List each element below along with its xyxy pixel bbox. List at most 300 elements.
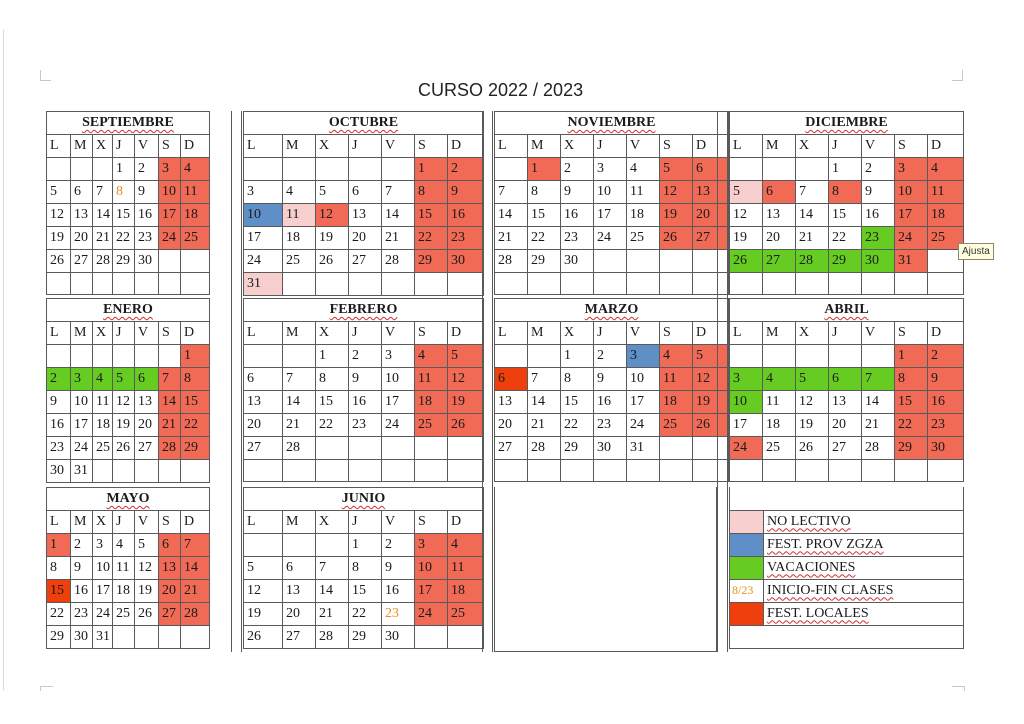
empty-cell[interactable]: [415, 273, 448, 296]
day-cell[interactable]: 17: [382, 391, 415, 414]
day-cell[interactable]: 1: [415, 158, 448, 181]
day-cell[interactable]: 25: [93, 437, 113, 460]
day-cell[interactable]: 10: [415, 557, 448, 580]
empty-cell[interactable]: [316, 273, 349, 296]
day-cell[interactable]: 13: [829, 391, 862, 414]
day-cell[interactable]: 15: [316, 391, 349, 414]
day-cell[interactable]: 11: [181, 181, 210, 204]
empty-cell[interactable]: [244, 534, 283, 557]
day-cell[interactable]: 23: [135, 227, 159, 250]
empty-cell[interactable]: [796, 345, 829, 368]
day-cell[interactable]: 2: [862, 158, 895, 181]
day-cell[interactable]: 6: [829, 368, 862, 391]
day-cell[interactable]: 22: [113, 227, 135, 250]
day-cell[interactable]: 28: [528, 437, 561, 460]
day-cell[interactable]: 29: [415, 250, 448, 273]
day-cell[interactable]: 30: [47, 460, 71, 483]
day-cell[interactable]: 27: [693, 227, 729, 250]
day-cell[interactable]: 9: [448, 181, 484, 204]
day-cell[interactable]: 18: [627, 204, 660, 227]
empty-cell[interactable]: [47, 345, 71, 368]
empty-cell[interactable]: [93, 345, 113, 368]
day-cell[interactable]: 29: [561, 437, 594, 460]
day-cell[interactable]: 22: [181, 414, 210, 437]
day-cell[interactable]: 5: [660, 158, 693, 181]
day-cell[interactable]: 21: [283, 414, 316, 437]
day-cell[interactable]: 17: [895, 204, 928, 227]
day-cell[interactable]: 20: [693, 204, 729, 227]
day-cell[interactable]: 29: [895, 437, 928, 460]
day-cell[interactable]: 17: [594, 204, 627, 227]
empty-cell[interactable]: [159, 626, 181, 649]
empty-cell[interactable]: [47, 273, 71, 295]
day-cell[interactable]: 24: [730, 437, 763, 460]
day-cell[interactable]: 21: [495, 227, 528, 250]
empty-cell[interactable]: [159, 250, 181, 273]
day-cell[interactable]: 5: [135, 534, 159, 557]
day-cell[interactable]: 3: [594, 158, 627, 181]
day-cell[interactable]: 7: [93, 181, 113, 204]
day-cell[interactable]: 16: [382, 580, 415, 603]
empty-cell[interactable]: [135, 345, 159, 368]
day-cell[interactable]: 16: [349, 391, 382, 414]
day-cell[interactable]: 21: [382, 227, 415, 250]
day-cell[interactable]: 3: [895, 158, 928, 181]
day-cell[interactable]: 26: [730, 250, 763, 273]
day-cell[interactable]: 8: [181, 368, 210, 391]
empty-cell[interactable]: [895, 460, 928, 482]
empty-cell[interactable]: [71, 345, 93, 368]
day-cell[interactable]: 13: [283, 580, 316, 603]
empty-cell[interactable]: [862, 345, 895, 368]
day-cell[interactable]: 28: [316, 626, 349, 649]
day-cell[interactable]: 24: [244, 250, 283, 273]
day-cell[interactable]: 25: [448, 603, 484, 626]
day-cell[interactable]: 23: [594, 414, 627, 437]
day-cell[interactable]: 19: [730, 227, 763, 250]
day-cell[interactable]: 17: [415, 580, 448, 603]
day-cell[interactable]: 11: [113, 557, 135, 580]
day-cell[interactable]: 11: [763, 391, 796, 414]
empty-cell[interactable]: [495, 273, 528, 295]
day-cell[interactable]: 28: [159, 437, 181, 460]
day-cell[interactable]: 5: [730, 181, 763, 204]
day-cell[interactable]: 19: [448, 391, 484, 414]
day-cell[interactable]: 31: [93, 626, 113, 649]
day-cell[interactable]: 7: [862, 368, 895, 391]
day-cell[interactable]: 23: [448, 227, 484, 250]
empty-cell[interactable]: [928, 460, 964, 482]
day-cell[interactable]: 17: [730, 414, 763, 437]
day-cell[interactable]: 10: [93, 557, 113, 580]
day-cell[interactable]: 22: [316, 414, 349, 437]
day-cell[interactable]: 31: [71, 460, 93, 483]
day-cell[interactable]: 27: [349, 250, 382, 273]
day-cell[interactable]: 7: [159, 368, 181, 391]
day-cell[interactable]: 18: [415, 391, 448, 414]
day-cell[interactable]: 24: [382, 414, 415, 437]
day-cell[interactable]: 25: [660, 414, 693, 437]
day-cell[interactable]: 12: [660, 181, 693, 204]
empty-cell[interactable]: [763, 460, 796, 482]
day-cell[interactable]: 25: [415, 414, 448, 437]
day-cell[interactable]: 22: [47, 603, 71, 626]
day-cell[interactable]: 7: [181, 534, 210, 557]
empty-cell[interactable]: [316, 460, 349, 482]
empty-cell[interactable]: [627, 460, 660, 482]
empty-cell[interactable]: [181, 273, 210, 295]
day-cell[interactable]: 12: [796, 391, 829, 414]
day-cell[interactable]: 1: [895, 345, 928, 368]
day-cell[interactable]: 20: [135, 414, 159, 437]
day-cell[interactable]: 27: [495, 437, 528, 460]
day-cell[interactable]: 28: [93, 250, 113, 273]
empty-cell[interactable]: [660, 250, 693, 273]
day-cell[interactable]: 15: [829, 204, 862, 227]
day-cell[interactable]: 2: [382, 534, 415, 557]
day-cell[interactable]: 4: [660, 345, 693, 368]
day-cell[interactable]: 9: [928, 368, 964, 391]
day-cell[interactable]: 18: [181, 204, 210, 227]
day-cell[interactable]: 4: [448, 534, 484, 557]
day-cell[interactable]: 9: [594, 368, 627, 391]
day-cell[interactable]: 9: [862, 181, 895, 204]
day-cell[interactable]: 6: [349, 181, 382, 204]
day-cell[interactable]: 4: [627, 158, 660, 181]
empty-cell[interactable]: [730, 345, 763, 368]
empty-cell[interactable]: [159, 273, 181, 295]
empty-cell[interactable]: [730, 158, 763, 181]
day-cell[interactable]: 15: [181, 391, 210, 414]
empty-cell[interactable]: [283, 460, 316, 482]
empty-cell[interactable]: [561, 273, 594, 295]
empty-cell[interactable]: [796, 158, 829, 181]
empty-cell[interactable]: [829, 345, 862, 368]
day-cell[interactable]: 12: [316, 204, 349, 227]
day-cell[interactable]: 5: [796, 368, 829, 391]
day-cell[interactable]: 16: [135, 204, 159, 227]
day-cell[interactable]: 21: [862, 414, 895, 437]
day-cell[interactable]: 15: [349, 580, 382, 603]
empty-cell[interactable]: [660, 460, 693, 482]
day-cell[interactable]: 23: [349, 414, 382, 437]
day-cell[interactable]: 26: [796, 437, 829, 460]
empty-cell[interactable]: [448, 626, 484, 649]
day-cell[interactable]: 8: [561, 368, 594, 391]
day-cell[interactable]: 14: [181, 557, 210, 580]
day-cell[interactable]: 30: [382, 626, 415, 649]
empty-cell[interactable]: [495, 345, 528, 368]
day-cell[interactable]: 31: [627, 437, 660, 460]
day-cell[interactable]: 3: [159, 158, 181, 181]
empty-cell[interactable]: [159, 460, 181, 483]
day-cell[interactable]: 8: [349, 557, 382, 580]
day-cell[interactable]: 20: [71, 227, 93, 250]
empty-cell[interactable]: [382, 460, 415, 482]
day-cell[interactable]: 22: [895, 414, 928, 437]
empty-cell[interactable]: [349, 460, 382, 482]
day-cell[interactable]: 24: [627, 414, 660, 437]
day-cell[interactable]: 4: [763, 368, 796, 391]
day-cell[interactable]: 12: [135, 557, 159, 580]
day-cell[interactable]: 10: [895, 181, 928, 204]
empty-cell[interactable]: [316, 437, 349, 460]
day-cell[interactable]: 22: [349, 603, 382, 626]
day-cell[interactable]: 10: [159, 181, 181, 204]
day-cell[interactable]: 13: [71, 204, 93, 227]
day-cell[interactable]: 5: [113, 368, 135, 391]
day-cell[interactable]: 21: [796, 227, 829, 250]
day-cell[interactable]: 8: [47, 557, 71, 580]
day-cell[interactable]: 10: [594, 181, 627, 204]
day-cell[interactable]: 23: [862, 227, 895, 250]
empty-cell[interactable]: [244, 460, 283, 482]
day-cell[interactable]: 4: [928, 158, 964, 181]
day-cell[interactable]: 9: [135, 181, 159, 204]
document-title[interactable]: CURSO 2022 / 2023: [418, 80, 584, 100]
day-cell[interactable]: 19: [113, 414, 135, 437]
empty-cell[interactable]: [181, 626, 210, 649]
day-cell[interactable]: 18: [660, 391, 693, 414]
day-cell[interactable]: 14: [862, 391, 895, 414]
day-cell[interactable]: 2: [135, 158, 159, 181]
day-cell[interactable]: 14: [495, 204, 528, 227]
day-cell[interactable]: 27: [283, 626, 316, 649]
day-cell[interactable]: 11: [627, 181, 660, 204]
day-cell[interactable]: 5: [47, 181, 71, 204]
day-cell[interactable]: 21: [181, 580, 210, 603]
day-cell[interactable]: 26: [448, 414, 484, 437]
empty-cell[interactable]: [862, 460, 895, 482]
empty-cell[interactable]: [93, 158, 113, 181]
day-cell[interactable]: 7: [796, 181, 829, 204]
day-cell[interactable]: 23: [71, 603, 93, 626]
day-cell[interactable]: 1: [113, 158, 135, 181]
day-cell[interactable]: 9: [47, 391, 71, 414]
day-cell[interactable]: 4: [415, 345, 448, 368]
empty-cell[interactable]: [928, 273, 964, 295]
day-cell[interactable]: 6: [495, 368, 528, 391]
day-cell[interactable]: 6: [159, 534, 181, 557]
day-cell[interactable]: 8: [316, 368, 349, 391]
day-cell[interactable]: 19: [47, 227, 71, 250]
day-cell[interactable]: 16: [862, 204, 895, 227]
day-cell[interactable]: 30: [928, 437, 964, 460]
day-cell[interactable]: 25: [283, 250, 316, 273]
day-cell[interactable]: 13: [693, 181, 729, 204]
day-cell[interactable]: 24: [71, 437, 93, 460]
day-cell[interactable]: 7: [528, 368, 561, 391]
day-cell[interactable]: 9: [349, 368, 382, 391]
day-cell[interactable]: 7: [382, 181, 415, 204]
day-cell[interactable]: 22: [829, 227, 862, 250]
empty-cell[interactable]: [93, 273, 113, 295]
day-cell[interactable]: 5: [244, 557, 283, 580]
day-cell[interactable]: 8: [528, 181, 561, 204]
empty-cell[interactable]: [349, 437, 382, 460]
day-cell[interactable]: 28: [495, 250, 528, 273]
day-cell[interactable]: 11: [448, 557, 484, 580]
day-cell[interactable]: 3: [93, 534, 113, 557]
day-cell[interactable]: 2: [448, 158, 484, 181]
day-cell[interactable]: 14: [316, 580, 349, 603]
day-cell[interactable]: 10: [244, 204, 283, 227]
empty-cell[interactable]: [660, 437, 693, 460]
empty-cell[interactable]: [244, 158, 283, 181]
day-cell[interactable]: 27: [244, 437, 283, 460]
day-cell[interactable]: 9: [561, 181, 594, 204]
day-cell[interactable]: 12: [448, 368, 484, 391]
day-cell[interactable]: 11: [660, 368, 693, 391]
day-cell[interactable]: 19: [135, 580, 159, 603]
empty-cell[interactable]: [829, 273, 862, 295]
day-cell[interactable]: 15: [895, 391, 928, 414]
day-cell[interactable]: 19: [316, 227, 349, 250]
day-cell[interactable]: 26: [316, 250, 349, 273]
day-cell[interactable]: 26: [244, 626, 283, 649]
day-cell[interactable]: 29: [349, 626, 382, 649]
day-cell[interactable]: 29: [113, 250, 135, 273]
day-cell[interactable]: 17: [627, 391, 660, 414]
day-cell[interactable]: 16: [561, 204, 594, 227]
day-cell[interactable]: 26: [135, 603, 159, 626]
day-cell[interactable]: 22: [415, 227, 448, 250]
day-cell[interactable]: 23: [561, 227, 594, 250]
day-cell[interactable]: 18: [113, 580, 135, 603]
day-cell[interactable]: 25: [113, 603, 135, 626]
day-cell[interactable]: 8: [113, 181, 135, 204]
day-cell[interactable]: 6: [244, 368, 283, 391]
empty-cell[interactable]: [316, 534, 349, 557]
day-cell[interactable]: 22: [528, 227, 561, 250]
day-cell[interactable]: 30: [135, 250, 159, 273]
day-cell[interactable]: 3: [415, 534, 448, 557]
day-cell[interactable]: 19: [796, 414, 829, 437]
empty-cell[interactable]: [763, 273, 796, 295]
day-cell[interactable]: 3: [730, 368, 763, 391]
day-cell[interactable]: 25: [928, 227, 964, 250]
day-cell[interactable]: 12: [47, 204, 71, 227]
day-cell[interactable]: 30: [862, 250, 895, 273]
empty-cell[interactable]: [349, 158, 382, 181]
day-cell[interactable]: 7: [283, 368, 316, 391]
day-cell[interactable]: 26: [47, 250, 71, 273]
day-cell[interactable]: 5: [316, 181, 349, 204]
day-cell[interactable]: 12: [693, 368, 729, 391]
day-cell[interactable]: 21: [93, 227, 113, 250]
empty-cell[interactable]: [495, 460, 528, 482]
day-cell[interactable]: 9: [382, 557, 415, 580]
empty-cell[interactable]: [159, 345, 181, 368]
day-cell[interactable]: 28: [181, 603, 210, 626]
day-cell[interactable]: 27: [159, 603, 181, 626]
empty-cell[interactable]: [316, 158, 349, 181]
day-cell[interactable]: 13: [763, 204, 796, 227]
day-cell[interactable]: 25: [763, 437, 796, 460]
empty-cell[interactable]: [113, 273, 135, 295]
empty-cell[interactable]: [495, 158, 528, 181]
empty-cell[interactable]: [349, 273, 382, 296]
day-cell[interactable]: 13: [244, 391, 283, 414]
empty-cell[interactable]: [283, 273, 316, 296]
empty-cell[interactable]: [283, 345, 316, 368]
day-cell[interactable]: 19: [693, 391, 729, 414]
day-cell[interactable]: 12: [113, 391, 135, 414]
empty-cell[interactable]: [730, 460, 763, 482]
day-cell[interactable]: 31: [244, 273, 283, 296]
empty-cell[interactable]: [415, 437, 448, 460]
day-cell[interactable]: 6: [763, 181, 796, 204]
day-cell[interactable]: 22: [561, 414, 594, 437]
day-cell[interactable]: 20: [159, 580, 181, 603]
day-cell[interactable]: 8: [415, 181, 448, 204]
day-cell[interactable]: 6: [135, 368, 159, 391]
empty-cell[interactable]: [71, 273, 93, 295]
empty-cell[interactable]: [594, 460, 627, 482]
empty-cell[interactable]: [71, 158, 93, 181]
day-cell[interactable]: 26: [660, 227, 693, 250]
empty-cell[interactable]: [730, 273, 763, 295]
day-cell[interactable]: 11: [283, 204, 316, 227]
day-cell[interactable]: 27: [763, 250, 796, 273]
empty-cell[interactable]: [627, 273, 660, 295]
day-cell[interactable]: 15: [561, 391, 594, 414]
empty-cell[interactable]: [135, 273, 159, 295]
day-cell[interactable]: 1: [561, 345, 594, 368]
day-cell[interactable]: 25: [181, 227, 210, 250]
day-cell[interactable]: 7: [316, 557, 349, 580]
day-cell[interactable]: 20: [349, 227, 382, 250]
day-cell[interactable]: 1: [349, 534, 382, 557]
day-cell[interactable]: 11: [415, 368, 448, 391]
day-cell[interactable]: 28: [382, 250, 415, 273]
day-cell[interactable]: 2: [47, 368, 71, 391]
empty-cell[interactable]: [528, 460, 561, 482]
day-cell[interactable]: 18: [93, 414, 113, 437]
day-cell[interactable]: 7: [495, 181, 528, 204]
day-cell[interactable]: 8: [829, 181, 862, 204]
day-cell[interactable]: 2: [594, 345, 627, 368]
empty-cell[interactable]: [528, 273, 561, 295]
day-cell[interactable]: 25: [627, 227, 660, 250]
empty-cell[interactable]: [763, 158, 796, 181]
day-cell[interactable]: 17: [159, 204, 181, 227]
empty-cell[interactable]: [181, 460, 210, 483]
day-cell[interactable]: 12: [244, 580, 283, 603]
empty-cell[interactable]: [382, 437, 415, 460]
day-cell[interactable]: 1: [181, 345, 210, 368]
day-cell[interactable]: 30: [448, 250, 484, 273]
day-cell[interactable]: 2: [561, 158, 594, 181]
day-cell[interactable]: 30: [561, 250, 594, 273]
day-cell[interactable]: 30: [594, 437, 627, 460]
empty-cell[interactable]: [113, 345, 135, 368]
day-cell[interactable]: 20: [244, 414, 283, 437]
day-cell[interactable]: 17: [93, 580, 113, 603]
empty-cell[interactable]: [796, 460, 829, 482]
day-cell[interactable]: 14: [382, 204, 415, 227]
empty-cell[interactable]: [862, 273, 895, 295]
day-cell[interactable]: 3: [71, 368, 93, 391]
day-cell[interactable]: 29: [528, 250, 561, 273]
empty-cell[interactable]: [448, 460, 484, 482]
day-cell[interactable]: 28: [862, 437, 895, 460]
day-cell[interactable]: 6: [283, 557, 316, 580]
day-cell[interactable]: 11: [93, 391, 113, 414]
day-cell[interactable]: 4: [113, 534, 135, 557]
day-cell[interactable]: 29: [181, 437, 210, 460]
empty-cell[interactable]: [594, 273, 627, 295]
